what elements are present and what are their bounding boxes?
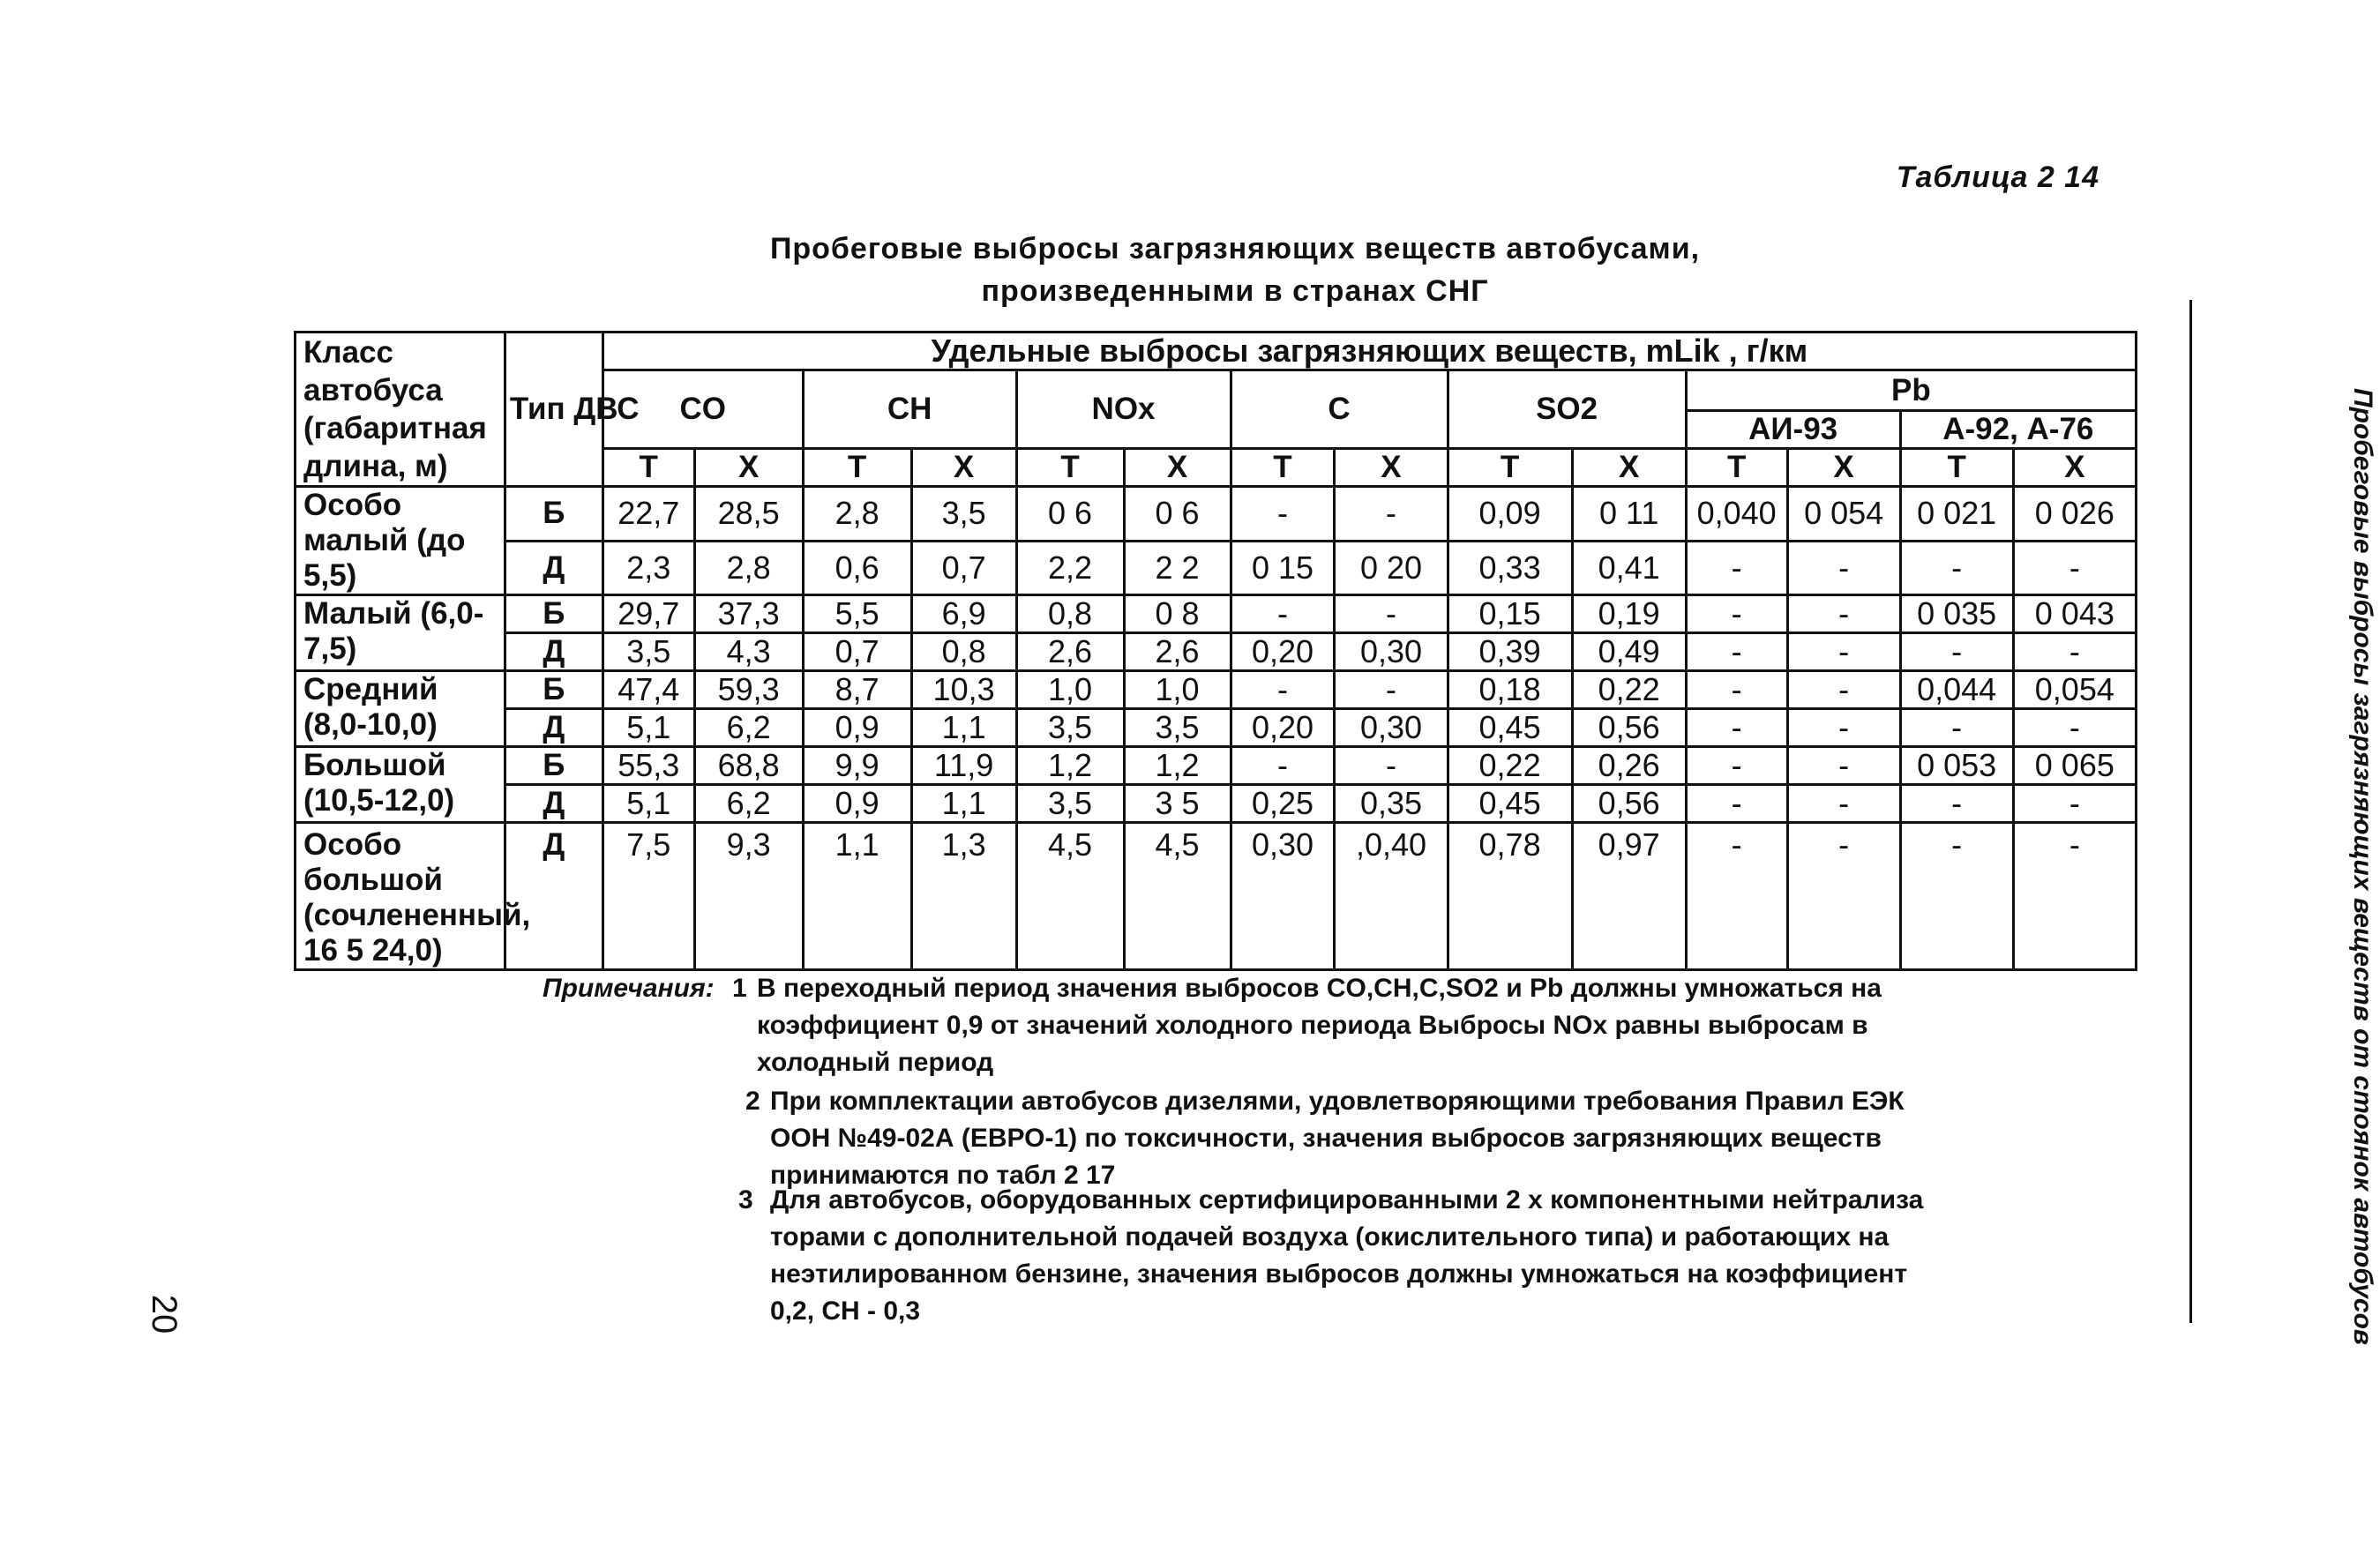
pollutant-header-co: CO <box>602 370 803 449</box>
value-cell: 1,0 <box>1124 671 1231 709</box>
value-cell: 0,49 <box>1572 633 1686 671</box>
table-row <box>296 633 2137 671</box>
value-cell: 0,6 <box>803 541 911 595</box>
bus-class-cell: Малый (6,0-7,5) <box>296 595 505 671</box>
value-cell: 29,7 <box>602 595 694 633</box>
value-cell: - <box>1787 785 1900 823</box>
value-cell: - <box>1787 747 1900 785</box>
table-number: Таблица 2 14 <box>1896 161 2099 194</box>
emissions-table <box>294 331 2137 971</box>
value-cell: - <box>2013 709 2136 747</box>
value-cell: 0 026 <box>2013 487 2136 542</box>
class-column-header: Класс автобуса (габаритная длина, м) <box>296 333 505 487</box>
value-cell: 0,45 <box>1448 709 1572 747</box>
period-header-t: Т <box>1231 449 1335 487</box>
period-header-x: Х <box>2013 449 2136 487</box>
table-row <box>296 747 2137 785</box>
engine-type-cell: Д <box>505 633 602 671</box>
title-line-2: произведенными в странах СНГ <box>981 274 1489 308</box>
value-cell: 3,5 <box>602 633 694 671</box>
value-cell: 0,25 <box>1231 785 1335 823</box>
value-cell: 2,2 <box>1016 541 1124 595</box>
value-cell: - <box>1335 595 1448 633</box>
value-cell: 0,18 <box>1448 671 1572 709</box>
value-cell: - <box>1686 541 1787 595</box>
engine-type-cell: Б <box>505 747 602 785</box>
value-cell: - <box>1335 487 1448 542</box>
value-cell: ,0,40 <box>1335 823 1448 970</box>
period-header-t: Т <box>1016 449 1124 487</box>
value-cell: 0,8 <box>1016 595 1124 633</box>
value-cell: 47,4 <box>602 671 694 709</box>
table-row <box>296 671 2137 709</box>
value-cell: 2 2 <box>1124 541 1231 595</box>
note-number: 1 <box>732 974 747 1003</box>
value-cell: 0 035 <box>1900 595 2013 633</box>
engine-type-cell: Д <box>505 785 602 823</box>
value-cell: 0,56 <box>1572 709 1686 747</box>
value-cell: - <box>1686 823 1787 970</box>
value-cell: 0,22 <box>1448 747 1572 785</box>
page-number: 20 <box>145 1294 183 1334</box>
table-row <box>296 487 2137 542</box>
value-cell: 0,9 <box>803 709 911 747</box>
engine-type-cell: Б <box>505 595 602 633</box>
table-title <box>653 228 1817 312</box>
value-cell: - <box>1787 633 1900 671</box>
value-cell: 0,20 <box>1231 709 1335 747</box>
value-cell: 3,5 <box>1124 709 1231 747</box>
value-cell: 1,3 <box>911 823 1016 970</box>
table-row <box>296 541 2137 595</box>
value-cell: 4,5 <box>1016 823 1124 970</box>
value-cell: 0,8 <box>911 633 1016 671</box>
value-cell: 0 6 <box>1124 487 1231 542</box>
value-cell: - <box>1787 823 1900 970</box>
value-cell: 2,8 <box>694 541 803 595</box>
value-cell: 0 054 <box>1787 487 1900 542</box>
value-cell: 0 043 <box>2013 595 2136 633</box>
value-cell: 1,1 <box>911 785 1016 823</box>
value-cell: - <box>1686 671 1787 709</box>
engine-type-cell: Д <box>505 823 602 970</box>
value-cell: 0,9 <box>803 785 911 823</box>
period-header-x: Х <box>1787 449 1900 487</box>
value-cell: - <box>2013 541 2136 595</box>
value-cell: - <box>1900 785 2013 823</box>
note-number: 2 <box>745 1087 760 1116</box>
value-cell: 2,3 <box>602 541 694 595</box>
value-cell: 8,7 <box>803 671 911 709</box>
pollutant-header-nox: NOx <box>1016 370 1231 449</box>
value-cell: - <box>1900 633 2013 671</box>
value-cell: 2,6 <box>1016 633 1124 671</box>
period-header-t: Т <box>602 449 694 487</box>
value-cell: 0,97 <box>1572 823 1686 970</box>
pollutant-header-so2: SO2 <box>1448 370 1686 449</box>
value-cell: 0,26 <box>1572 747 1686 785</box>
value-cell: 68,8 <box>694 747 803 785</box>
value-cell: - <box>1900 823 2013 970</box>
period-header-x: Х <box>1124 449 1231 487</box>
value-cell: - <box>1900 541 2013 595</box>
value-cell: 1,1 <box>911 709 1016 747</box>
value-cell: - <box>1335 747 1448 785</box>
value-cell: 0,19 <box>1572 595 1686 633</box>
value-cell: 3,5 <box>1016 785 1124 823</box>
value-cell: 0 021 <box>1900 487 2013 542</box>
value-cell: 6,2 <box>694 785 803 823</box>
engine-type-cell: Д <box>505 541 602 595</box>
value-cell: 0,35 <box>1335 785 1448 823</box>
value-cell: 3,5 <box>911 487 1016 542</box>
value-cell: 11,9 <box>911 747 1016 785</box>
value-cell: 9,3 <box>694 823 803 970</box>
value-cell: 59,3 <box>694 671 803 709</box>
engine-type-cell: Д <box>505 709 602 747</box>
value-cell: 0,22 <box>1572 671 1686 709</box>
value-cell: 6,9 <box>911 595 1016 633</box>
notes-heading: Примечания: <box>543 974 715 1003</box>
table-row <box>296 709 2137 747</box>
pb-fuel-ai93-header: АИ-93 <box>1686 411 1900 449</box>
value-cell: - <box>1686 747 1787 785</box>
value-cell: - <box>1787 709 1900 747</box>
value-cell: - <box>1787 671 1900 709</box>
value-cell: 2,6 <box>1124 633 1231 671</box>
value-cell: 2,8 <box>803 487 911 542</box>
pollutant-header-pb: Pb <box>1686 370 2136 411</box>
engine-type-cell: Б <box>505 487 602 542</box>
value-cell: 1,2 <box>1124 747 1231 785</box>
bus-class-cell: Большой (10,5-12,0) <box>296 747 505 823</box>
side-running-head: Пробеговые выбросы загрязняющих веществ от стоянок автобусов <box>2348 388 2377 1346</box>
table-row <box>296 785 2137 823</box>
bus-class-cell: Особо большой (сочлененный, 16 5 24,0) <box>296 823 505 970</box>
value-cell: - <box>1231 671 1335 709</box>
value-cell: 55,3 <box>602 747 694 785</box>
value-cell: - <box>2013 823 2136 970</box>
period-header-x: Х <box>694 449 803 487</box>
value-cell: 5,1 <box>602 709 694 747</box>
value-cell: - <box>1787 595 1900 633</box>
value-cell: - <box>1231 595 1335 633</box>
value-cell: 1,2 <box>1016 747 1124 785</box>
value-cell: - <box>1686 709 1787 747</box>
value-cell: 0 6 <box>1016 487 1124 542</box>
period-header-x: Х <box>911 449 1016 487</box>
value-cell: 0 065 <box>2013 747 2136 785</box>
value-cell: 7,5 <box>602 823 694 970</box>
period-header-t: Т <box>1900 449 2013 487</box>
value-cell: 9,9 <box>803 747 911 785</box>
period-header-x: Х <box>1572 449 1686 487</box>
pb-fuel-a92-a76-header: А-92, А-76 <box>1900 411 2136 449</box>
period-header-t: Т <box>803 449 911 487</box>
value-cell: 4,3 <box>694 633 803 671</box>
pollutant-header-ch: CH <box>803 370 1016 449</box>
value-cell: 0,09 <box>1448 487 1572 542</box>
value-cell: 5,5 <box>803 595 911 633</box>
period-header-t: Т <box>1686 449 1787 487</box>
note-number: 3 <box>738 1185 753 1214</box>
value-cell: 0,7 <box>803 633 911 671</box>
value-cell: 0,30 <box>1231 823 1335 970</box>
value-cell: 0,41 <box>1572 541 1686 595</box>
value-cell: 0,30 <box>1335 633 1448 671</box>
value-cell: 0,30 <box>1335 709 1448 747</box>
value-cell: 5,1 <box>602 785 694 823</box>
note-text: Для автобусов, оборудованных сертифицированными 2 х компонентными нейтрализа торами с дополнительной подачей воздуха (окислительного типа) и работающих на неэтилированном бензине, значения выбросов должны умножаться на коэффициент 0,2, CH - 0,3 <box>770 1185 1924 1326</box>
table-row <box>296 595 2137 633</box>
value-cell: - <box>1686 595 1787 633</box>
note-text: При комплектации автобусов дизелями, удовлетворяющими требования Правил ЕЭК ООН №49-02А (ЕВРО-1) по токсичности, значения выбросов загрязняющих веществ принимаются по табл 2 17 <box>770 1087 1905 1190</box>
value-cell: 6,2 <box>694 709 803 747</box>
value-cell: - <box>1335 671 1448 709</box>
value-cell: 22,7 <box>602 487 694 542</box>
value-cell: 28,5 <box>694 487 803 542</box>
value-cell: - <box>1231 747 1335 785</box>
value-cell: 0,56 <box>1572 785 1686 823</box>
value-cell: 0,044 <box>1900 671 2013 709</box>
value-cell: - <box>2013 633 2136 671</box>
value-cell: 0,39 <box>1448 633 1572 671</box>
value-cell: - <box>1787 541 1900 595</box>
value-cell: 10,3 <box>911 671 1016 709</box>
table-row <box>296 823 2137 970</box>
value-cell: 0,040 <box>1686 487 1787 542</box>
value-cell: - <box>1686 633 1787 671</box>
value-cell: 0,33 <box>1448 541 1572 595</box>
value-cell: 1,1 <box>803 823 911 970</box>
value-cell: 0 20 <box>1335 541 1448 595</box>
value-cell: 0 11 <box>1572 487 1686 542</box>
value-cell: 0 15 <box>1231 541 1335 595</box>
value-cell: 37,3 <box>694 595 803 633</box>
value-cell: - <box>1900 709 2013 747</box>
value-cell: 4,5 <box>1124 823 1231 970</box>
side-rule <box>2189 300 2192 1323</box>
value-cell: 0 053 <box>1900 747 2013 785</box>
value-cell: 0,7 <box>911 541 1016 595</box>
title-line-1: Пробеговые выбросы загрязняющих веществ автобусами, <box>769 232 1701 265</box>
value-cell: - <box>1231 487 1335 542</box>
period-header-t: Т <box>1448 449 1572 487</box>
bus-class-cell: Средний (8,0-10,0) <box>296 671 505 747</box>
engine-type-column-header: Тип ДВС <box>505 333 602 487</box>
specific-emissions-header: Удельные выбросы загрязняющих веществ, mLik , г/км <box>602 333 2136 370</box>
value-cell: - <box>1686 785 1787 823</box>
period-header-x: Х <box>1335 449 1448 487</box>
value-cell: 3,5 <box>1016 709 1124 747</box>
bus-class-cell: Особо малый (до 5,5) <box>296 487 505 595</box>
value-cell: 0,054 <box>2013 671 2136 709</box>
engine-type-cell: Б <box>505 671 602 709</box>
value-cell: 3 5 <box>1124 785 1231 823</box>
value-cell: 0,78 <box>1448 823 1572 970</box>
value-cell: 0,20 <box>1231 633 1335 671</box>
value-cell: 0,45 <box>1448 785 1572 823</box>
pollutant-header-c: C <box>1231 370 1448 449</box>
value-cell: - <box>2013 785 2136 823</box>
value-cell: 0 8 <box>1124 595 1231 633</box>
value-cell: 0,15 <box>1448 595 1572 633</box>
value-cell: 1,0 <box>1016 671 1124 709</box>
note-text: В переходный период значения выбросов CO,CH,C,SO2 и Pb должны умножаться на коэффициент 0,9 от значений холодного периода Выбросы NOx равны выбросам в холодный период <box>757 974 1882 1077</box>
